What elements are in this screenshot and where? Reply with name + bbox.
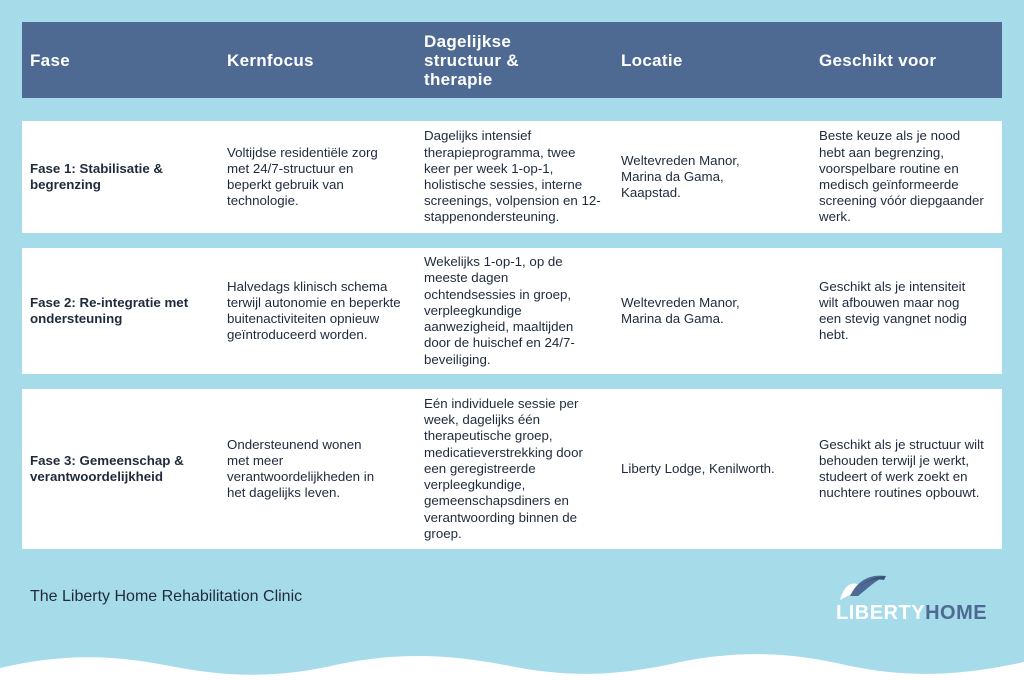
header-structuur: Dagelijkse structuur & therapie [424,31,519,89]
fase-cell: Fase 3: Gemeenschap & verantwoordelijkheid [30,452,184,484]
footer-title: The Liberty Home Rehabilitation Clinic [30,588,303,605]
structuur-cell: Dagelijks intensief therapieprogramma, twee keer per week 1-op-1, holistische sessies, interne screenings, volpension en 12-stappenondersteuning. [424,128,601,225]
locatie-cell: Weltevreden Manor, Marina da Gama. [621,294,740,326]
logo-text-home: HOME [925,602,988,624]
locatie-cell: Liberty Lodge, Kenilworth. [621,460,775,476]
wave-decoration [0,640,1024,680]
header-geschikt: Geschikt voor [819,50,937,70]
geschikt-cell: Geschikt als je intensiteit wilt afbouwen maar nog een stevig vangnet nodig hebt. [819,278,967,343]
fase-cell: Fase 2: Re-integratie met ondersteuning [30,294,189,326]
logo-text [836,602,987,625]
structuur-cell: Eén individuele sessie per week, dagelijks één therapeutische groep, medicatieverstrekking door een geregistreerde verpleegkundige, gemeenschapsdiners en verantwoording binnen de groep. [424,396,583,541]
logo-text-liberty: LIBERTY [836,602,926,624]
header-kernfocus: Kernfocus [227,50,314,70]
header-fase: Fase [30,50,70,70]
kernfocus-cell: Halvedags klinisch schema terwijl autonomie en beperkte buitenactiviteiten opnieuw geïntroduceerd worden. [227,278,401,343]
geschikt-cell: Geschikt als je structuur wilt behouden terwijl je werkt, studeert of werk zoekt en nuchtere routines opbouwt. [819,436,984,501]
kernfocus-cell: Voltijdse residentiële zorg met 24/7-structuur en beperkt gebruik van technologie. [227,144,378,209]
fase-cell: Fase 1: Stabilisatie & begrenzing [30,160,164,192]
table-header [22,22,1002,98]
table-row [22,121,1002,233]
locatie-cell: Weltevreden Manor, Marina da Gama, Kaapstad. [621,152,740,201]
table-row [22,389,1002,549]
table-row [22,248,1002,374]
bird-icon [836,570,896,602]
kernfocus-cell: Ondersteunend wonen met meer verantwoordelijkheden in het dagelijks leven. [227,436,375,501]
structuur-cell: Wekelijks 1-op-1, op de meeste dagen ochtendsessies in groep, verpleegkundige aanwezigheid, maaltijden door de huischef en 24/7-beveiliging. [424,254,575,367]
geschikt-cell: Beste keuze als je nood hebt aan begrenzing, voorspelbare routine en medisch geïnformeerde screening vóór diepgaander werk. [819,128,984,225]
header-locatie: Locatie [621,50,683,70]
liberty-home-logo [836,570,998,628]
